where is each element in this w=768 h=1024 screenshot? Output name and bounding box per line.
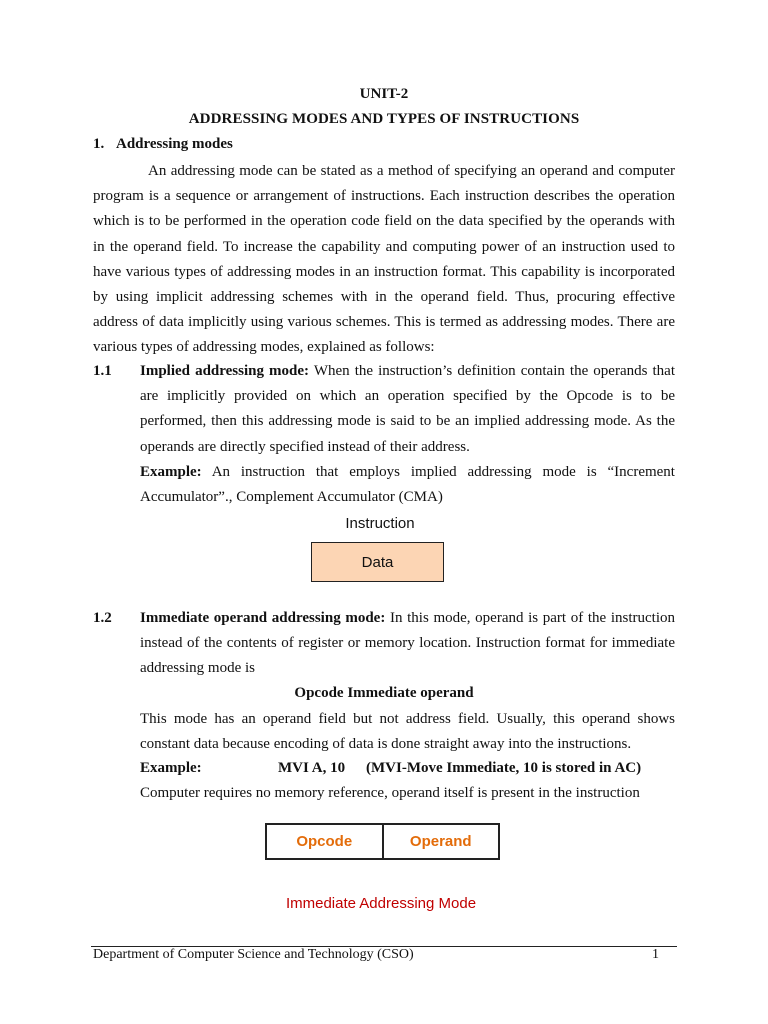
immediate-body2: This mode has an operand field but not address field. Usually, this operand shows constant data because encoding of data is done straight away into the instructions. bbox=[140, 711, 675, 753]
footer-department: Department of Computer Science and Technology (CSO) bbox=[93, 947, 414, 962]
intro-paragraph: An addressing mode can be stated as a method of specifying an operand and computer program is a sequence or arrangement of instructions. Each instruction describes the operation which is to be performed in the operation code field on the data specified by the operands with in the operand field. To increase the capability and computing power of an instruction used to have various types of addressing modes in an instruction format. This capability is incorporated by using implicit addressing schemes with in the operand field. Thus, procuring effective address of data implicitly using various schemes. This is termed as addressing modes. There are various types of addressing modes, explained as follows: bbox=[93, 163, 675, 356]
immediate-heading: Immediate operand addressing mode: bbox=[140, 610, 386, 626]
immediate-example-label: Example: bbox=[140, 760, 202, 776]
subsection-number-immediate: 1.2 bbox=[93, 610, 112, 626]
subsection-number-implied: 1.1 bbox=[93, 363, 112, 379]
data-box bbox=[311, 542, 444, 582]
unit-label: UNIT-2 bbox=[359, 86, 409, 102]
immediate-diagram-caption: Immediate Addressing Mode bbox=[285, 895, 477, 912]
implied-heading: Implied addressing mode: bbox=[140, 363, 310, 379]
immediate-note: Computer requires no memory reference, operand itself is present in the instruction bbox=[140, 785, 640, 801]
page-number: 1 bbox=[652, 947, 659, 962]
implied-paragraph bbox=[140, 359, 675, 460]
opcode-cell: Opcode bbox=[296, 833, 353, 850]
immediate-example-code: MVI A, 10 bbox=[278, 760, 346, 776]
instruction-format: Opcode Immediate operand bbox=[294, 685, 474, 701]
data-box-label: Data bbox=[361, 553, 394, 571]
section-number: 1. bbox=[93, 136, 105, 152]
section-title: Addressing modes bbox=[116, 136, 233, 152]
page-title: ADDRESSING MODES AND TYPES OF INSTRUCTIONS bbox=[188, 111, 580, 127]
immediate-body: In this mode, operand is part of the instruction instead of the contents of register or memory location. Instruction format for immediate addressing mode is bbox=[140, 610, 675, 677]
implied-body: When the instruction’s definition contain the operands that are implicitly provided on which an operation specified by the Opcode is to be performed, then this addressing mode is said to be an implied addressing mode. As the operands are directly specified instead of their address. bbox=[140, 363, 676, 455]
immediate-example bbox=[140, 760, 641, 777]
immediate-example-note: (MVI-Move Immediate, 10 is stored in AC) bbox=[366, 760, 642, 776]
implied-example-label: Example: bbox=[140, 464, 202, 480]
implied-example bbox=[140, 460, 675, 510]
section-heading-addressing-modes bbox=[93, 136, 233, 153]
opcode-operand-box bbox=[265, 823, 500, 860]
instruction-caption: Instruction bbox=[345, 515, 415, 532]
operand-cell: Operand bbox=[382, 825, 499, 858]
immediate-paragraph bbox=[140, 606, 675, 682]
implied-example-text: An instruction that employs implied addressing mode is “Increment Accumulator”., Complement Accumulator (CMA) bbox=[140, 464, 675, 506]
